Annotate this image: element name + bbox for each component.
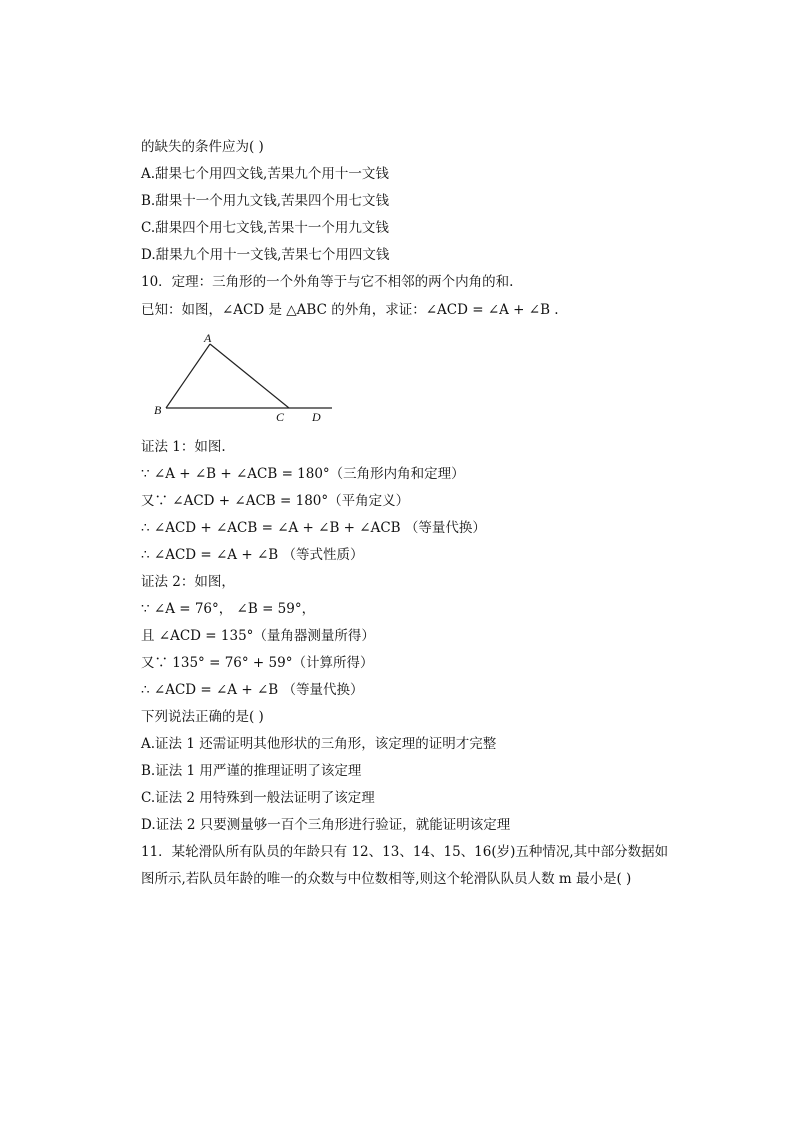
proof2-step: ∴ ∠ACD = ∠A + ∠B （等量代换） bbox=[141, 682, 364, 698]
q9-intro: 的缺失的条件应为( ) bbox=[141, 139, 264, 155]
q11-line-1: 11．某轮滑队所有队员的年龄只有 12、13、14、15、16(岁)五种情况,其中部分数据如 bbox=[141, 844, 669, 860]
proof1-step: ∵ ∠A + ∠B + ∠ACB = 180°（三角形内角和定理） bbox=[141, 466, 465, 482]
triangle-figure bbox=[148, 330, 338, 425]
proof2-step: 又∵ 135° = 76° + 59°（计算所得） bbox=[141, 655, 374, 671]
side-ac bbox=[210, 344, 289, 408]
label-c: C bbox=[276, 410, 285, 424]
label-b: B bbox=[154, 403, 162, 417]
q9-option-b: B.甜果十一个用九文钱,苦果四个用七文钱 bbox=[141, 193, 390, 209]
proof1-step: ∴ ∠ACD = ∠A + ∠B （等式性质） bbox=[141, 547, 364, 563]
label-a: A bbox=[204, 331, 212, 345]
q10-theorem: 10．定理：三角形的一个外角等于与它不相邻的两个内角的和. bbox=[141, 274, 514, 290]
proof2-step: 且 ∠ACD = 135°（量角器测量所得） bbox=[141, 628, 375, 644]
side-ab bbox=[166, 344, 210, 408]
q9-option-c: C.甜果四个用七文钱,苦果十一个用九文钱 bbox=[141, 220, 389, 236]
proof1-step: 又∵ ∠ACD + ∠ACB = 180°（平角定义） bbox=[141, 493, 410, 509]
q9-option-a: A.甜果七个用四文钱,苦果九个用十一文钱 bbox=[141, 166, 389, 182]
q10-option-b: B.证法 1 用严谨的推理证明了该定理 bbox=[141, 763, 362, 779]
q10-option-a: A.证法 1 还需证明其他形状的三角形，该定理的证明才完整 bbox=[141, 736, 497, 752]
q11-line-2: 图所示,若队员年龄的唯一的众数与中位数相等,则这个轮滑队队员人数 m 最小是( ) bbox=[141, 871, 632, 887]
proof2-step: ∵ ∠A = 76°， ∠B = 59°， bbox=[141, 601, 316, 617]
q10-option-d: D.证法 2 只要测量够一百个三角形进行验证，就能证明该定理 bbox=[141, 817, 511, 833]
q10-given: 已知：如图，∠ACD 是 △ABC 的外角，求证：∠ACD = ∠A + ∠B . bbox=[141, 302, 559, 318]
label-d: D bbox=[312, 410, 321, 424]
proof1-step: ∴ ∠ACD + ∠ACB = ∠A + ∠B + ∠ACB （等量代换） bbox=[141, 520, 486, 536]
proof1-heading: 证法 1：如图. bbox=[141, 439, 226, 455]
q10-option-c: C.证法 2 用特殊到一般法证明了该定理 bbox=[141, 790, 375, 806]
q9-option-d: D.甜果九个用十一文钱,苦果七个用四文钱 bbox=[141, 247, 390, 263]
q10-prompt: 下列说法正确的是( ) bbox=[141, 709, 264, 725]
proof2-heading: 证法 2：如图， bbox=[141, 574, 235, 590]
